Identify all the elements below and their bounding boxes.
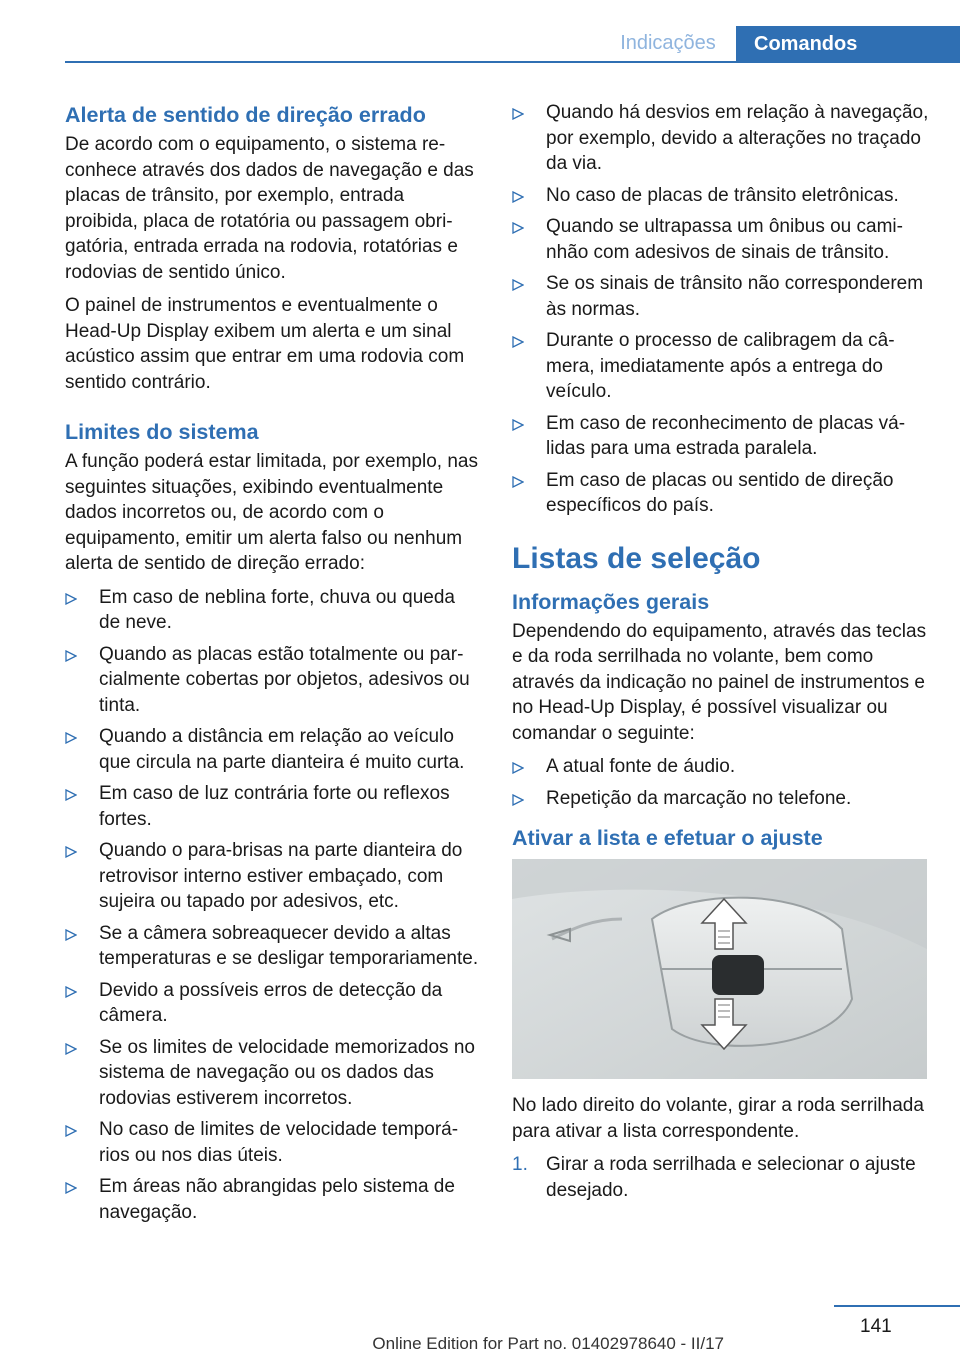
- step-text: Girar a roda serrilhada e selecionar o ajuste desejado.: [546, 1154, 916, 1201]
- triangle-bullet-icon: [512, 762, 524, 774]
- triangle-bullet-icon: [65, 650, 77, 662]
- spacer: [512, 525, 932, 539]
- triangle-bullet-icon: [512, 419, 524, 431]
- footer-edition: Online Edition for Part no. 01402978640 - II/17: [372, 1334, 724, 1353]
- list-item: [512, 411, 932, 462]
- triangle-bullet-icon: [65, 1125, 77, 1137]
- steering-wheel-photo: [512, 859, 927, 1079]
- list-item: [65, 585, 480, 636]
- heading-activate-list: Ativar a lista e efetuar o ajuste: [512, 826, 823, 850]
- triangle-bullet-icon: [512, 794, 524, 806]
- list-item-text: Quando as placas estão totalmente ou parcialmente cobertas por objetos, adesivos ou tinta.: [99, 643, 470, 716]
- header-rule: [65, 61, 960, 63]
- list-item-text: No caso de placas de trânsito eletrônicas.: [546, 184, 899, 206]
- list-item: [512, 786, 932, 812]
- tab-indicacoes[interactable]: Indicações: [620, 32, 716, 54]
- limits-list: [65, 585, 480, 1226]
- list-item-text: No caso de limites de velocidade temporários ou nos dias úteis.: [99, 1119, 459, 1166]
- triangle-bullet-icon: [512, 222, 524, 234]
- triangle-bullet-icon: [512, 476, 524, 488]
- spacer: [65, 403, 480, 417]
- list-item: [512, 328, 932, 405]
- list-item: [65, 1174, 480, 1225]
- triangle-bullet-icon: [65, 593, 77, 605]
- list-item: [512, 271, 932, 322]
- triangle-bullet-icon: [512, 279, 524, 291]
- triangle-bullet-icon: [65, 1182, 77, 1194]
- step-number: 1.: [512, 1154, 528, 1175]
- list-item-text: Em caso de luz contrária forte ou reflexos fortes.: [99, 783, 450, 830]
- list-item-text: Se os limites de velocidade memorizados no sistema de navegação ou os dados das rodovias estiverem incorretos.: [99, 1036, 475, 1109]
- list-item: [65, 781, 480, 832]
- list-item: [65, 921, 480, 972]
- list-item-text: Quando a distância em relação ao veículo que circula na parte dianteira é muito curta.: [99, 726, 465, 773]
- list-item-text: Quando há desvios em relação à navegação, por exemplo, devido a alterações no traçado da via.: [546, 102, 929, 174]
- triangle-bullet-icon: [512, 108, 524, 120]
- tab-comandos[interactable]: Comandos: [736, 26, 960, 62]
- steps-list: [512, 1152, 932, 1203]
- list-item-text: Em caso de reconhecimento de placas válidas para uma estrada paralela.: [546, 412, 906, 459]
- step-item: [512, 1152, 932, 1203]
- left-column: [65, 100, 480, 1231]
- heading-selection-lists: Listas de seleção: [512, 541, 761, 575]
- list-item-text: Em caso de placas ou sentido de direção específicos do país.: [546, 469, 894, 516]
- paragraph-photo-caption: No lado direito do volante, girar a roda serrilhada para ativar a lista correspondente.: [512, 1095, 924, 1142]
- list-item: [512, 214, 932, 265]
- triangle-bullet-icon: [65, 732, 77, 744]
- triangle-bullet-icon: [65, 986, 77, 998]
- triangle-bullet-icon: [65, 929, 77, 941]
- list-item: [65, 838, 480, 915]
- triangle-bullet-icon: [512, 336, 524, 348]
- list-item-text: Quando o para-brisas na parte dianteira do retrovisor interno estiver embaçado, com sujeira ou tapado por adesivos, etc.: [99, 840, 463, 912]
- list-item: [65, 1035, 480, 1112]
- triangle-bullet-icon: [65, 1043, 77, 1055]
- list-item-text: Repetição da marcação no telefone.: [546, 787, 852, 809]
- triangle-bullet-icon: [65, 846, 77, 858]
- list-item-text: Se a câmera sobreaquecer devido a altas temperaturas e se desligar temporariamente.: [99, 922, 479, 969]
- info-list: [512, 754, 932, 811]
- list-item-text: Em caso de neblina forte, chuva ou queda de neve.: [99, 586, 455, 633]
- list-item-text: Em áreas não abrangidas pelo sistema de navegação.: [99, 1176, 455, 1223]
- triangle-bullet-icon: [65, 789, 77, 801]
- paragraph-general-info: Dependendo do equipamento, através das teclas e da roda serrilhada no volante, bem como através da indicação no painel de instrumentos e no Head-Up Display, é possível visualizar ou comandar o seguinte:: [512, 620, 927, 744]
- heading-wrong-way-alert: Alerta de sentido de direção errado: [65, 103, 426, 127]
- list-item-text: Se os sinais de trânsito não corresponderem às normas.: [546, 273, 924, 320]
- list-item-text: Devido a possíveis erros de detecção da câmera.: [99, 979, 443, 1026]
- list-item: [65, 1117, 480, 1168]
- list-item-text: A atual fonte de áudio.: [546, 756, 736, 777]
- list-item-text: Durante o processo de calibragem da câmera, imediatamente após a entrega do veículo.: [546, 330, 895, 402]
- list-item: [65, 978, 480, 1029]
- list-item: [512, 100, 932, 177]
- list-item: [512, 468, 932, 519]
- paragraph-limits: A função poderá estar limitada, por exemplo, nas seguintes situações, exibindo eventualmente dados incorretos ou, de acordo com o equipamento, emitir um alerta falso ou nenhum alerta de sentido de direção errado:: [65, 451, 478, 574]
- list-item-text: Quando se ultrapassa um ônibus ou caminhão com adesivos de sinais de trânsito.: [546, 216, 903, 263]
- list-item: [65, 642, 480, 719]
- paragraph-alert-1: De acordo com o equipamento, o sistema reconhece através dos dados de navegação e das placas de trânsito, por exemplo, entrada proibida, placa de rotatória ou passagem obrigatória, entrada errada na rodovia, rotatórias e rodovias de sentido único.: [65, 134, 474, 283]
- list-item: [512, 754, 932, 780]
- heading-system-limits: Limites do sistema: [65, 420, 259, 444]
- footer-rule: [834, 1305, 960, 1307]
- page-number: 141: [860, 1316, 892, 1337]
- heading-general-info: Informações gerais: [512, 589, 710, 614]
- triangle-bullet-icon: [512, 191, 524, 203]
- list-item: [65, 724, 480, 775]
- right-column: [512, 100, 932, 1203]
- paragraph-alert-2: O painel de instrumentos e eventualmente o Head-Up Display exibem um alerta e um sinal acústico assim que entrar em uma rodovia com sentido contrário.: [65, 295, 465, 393]
- limits-list-continued: [512, 100, 932, 519]
- list-item: [512, 183, 932, 209]
